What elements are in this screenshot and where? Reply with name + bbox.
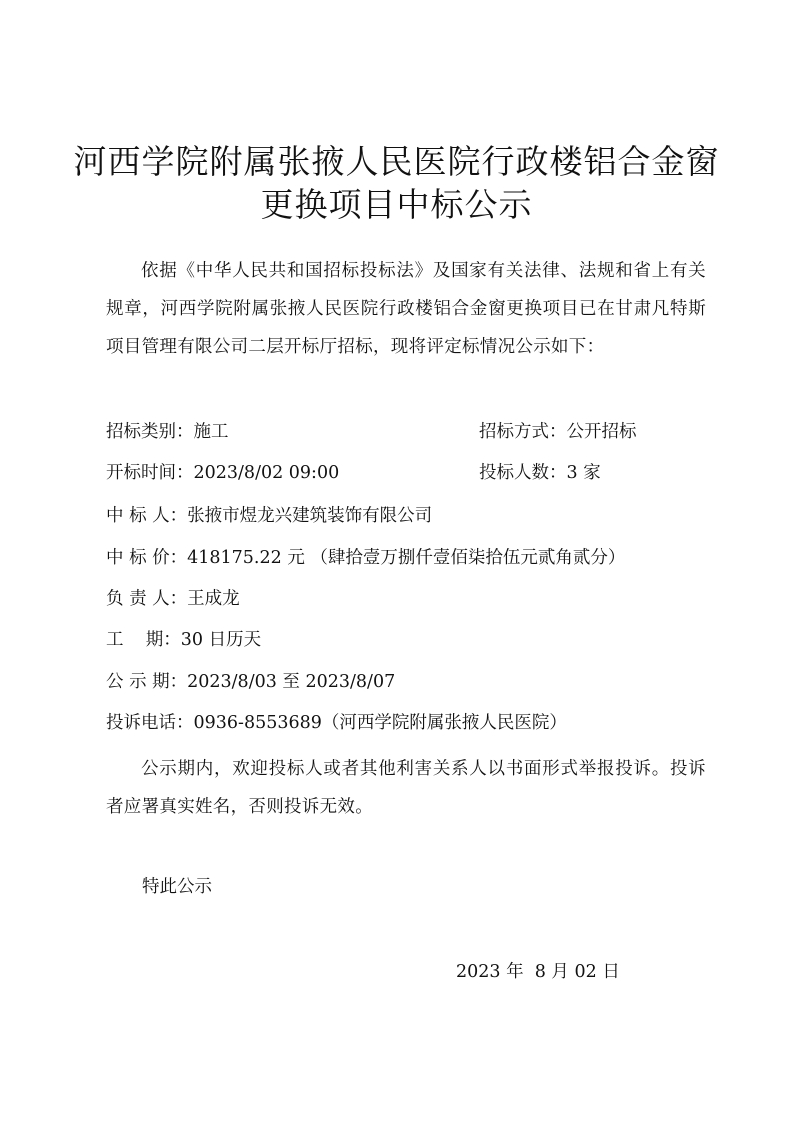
publicity-period: 公 示 期：2023/8/03 至 2023/8/07 (106, 672, 396, 692)
responsible-person: 负 责 人：王成龙 (106, 589, 240, 609)
complaint-phone: 投诉电话：0936-8553689（河西学院附属张掖人民医院） (106, 713, 567, 733)
construction-period: 工 期：30 日历天 (106, 630, 262, 650)
row-category-method (106, 420, 706, 444)
intro-paragraph: 依据《中华人民共和国招标投标法》及国家有关法律、法规和省上有关规章，河西学院附属张掖人民医院行政楼铝合金窗更换项目已在甘肃凡特斯项目管理有限公司二层开标厅招标，现将评定标情况公示如下： (106, 261, 706, 357)
notice-date: 2023 年 8 月 02 日 (456, 962, 620, 982)
row-time-bidders (106, 461, 706, 485)
notice-title-line1: 河西学院附属张掖人民医院行政楼铝合金窗 (73, 142, 720, 181)
bid-method: 招标方式：公开招标 (479, 422, 637, 442)
winning-bidder: 中 标 人：张掖市煜龙兴建筑装饰有限公司 (106, 506, 433, 526)
bidder-count: 投标人数：3 家 (479, 463, 601, 483)
opening-time: 开标时间：2023/8/02 09:00 (106, 463, 340, 483)
bid-category: 招标类别：施工 (106, 422, 229, 442)
closing-remark: 特此公示 (142, 877, 212, 897)
notice-title-line2: 更换项目中标公示 (260, 185, 533, 224)
notice-paragraph: 公示期内，欢迎投标人或者其他利害关系人以书面形式举报投诉。投诉者应署真实姓名，否则投诉无效。 (106, 759, 706, 817)
winning-price: 中 标 价：418175.22 元 （肆拾壹万捌仟壹佰柒拾伍元贰角贰分） (106, 548, 626, 568)
